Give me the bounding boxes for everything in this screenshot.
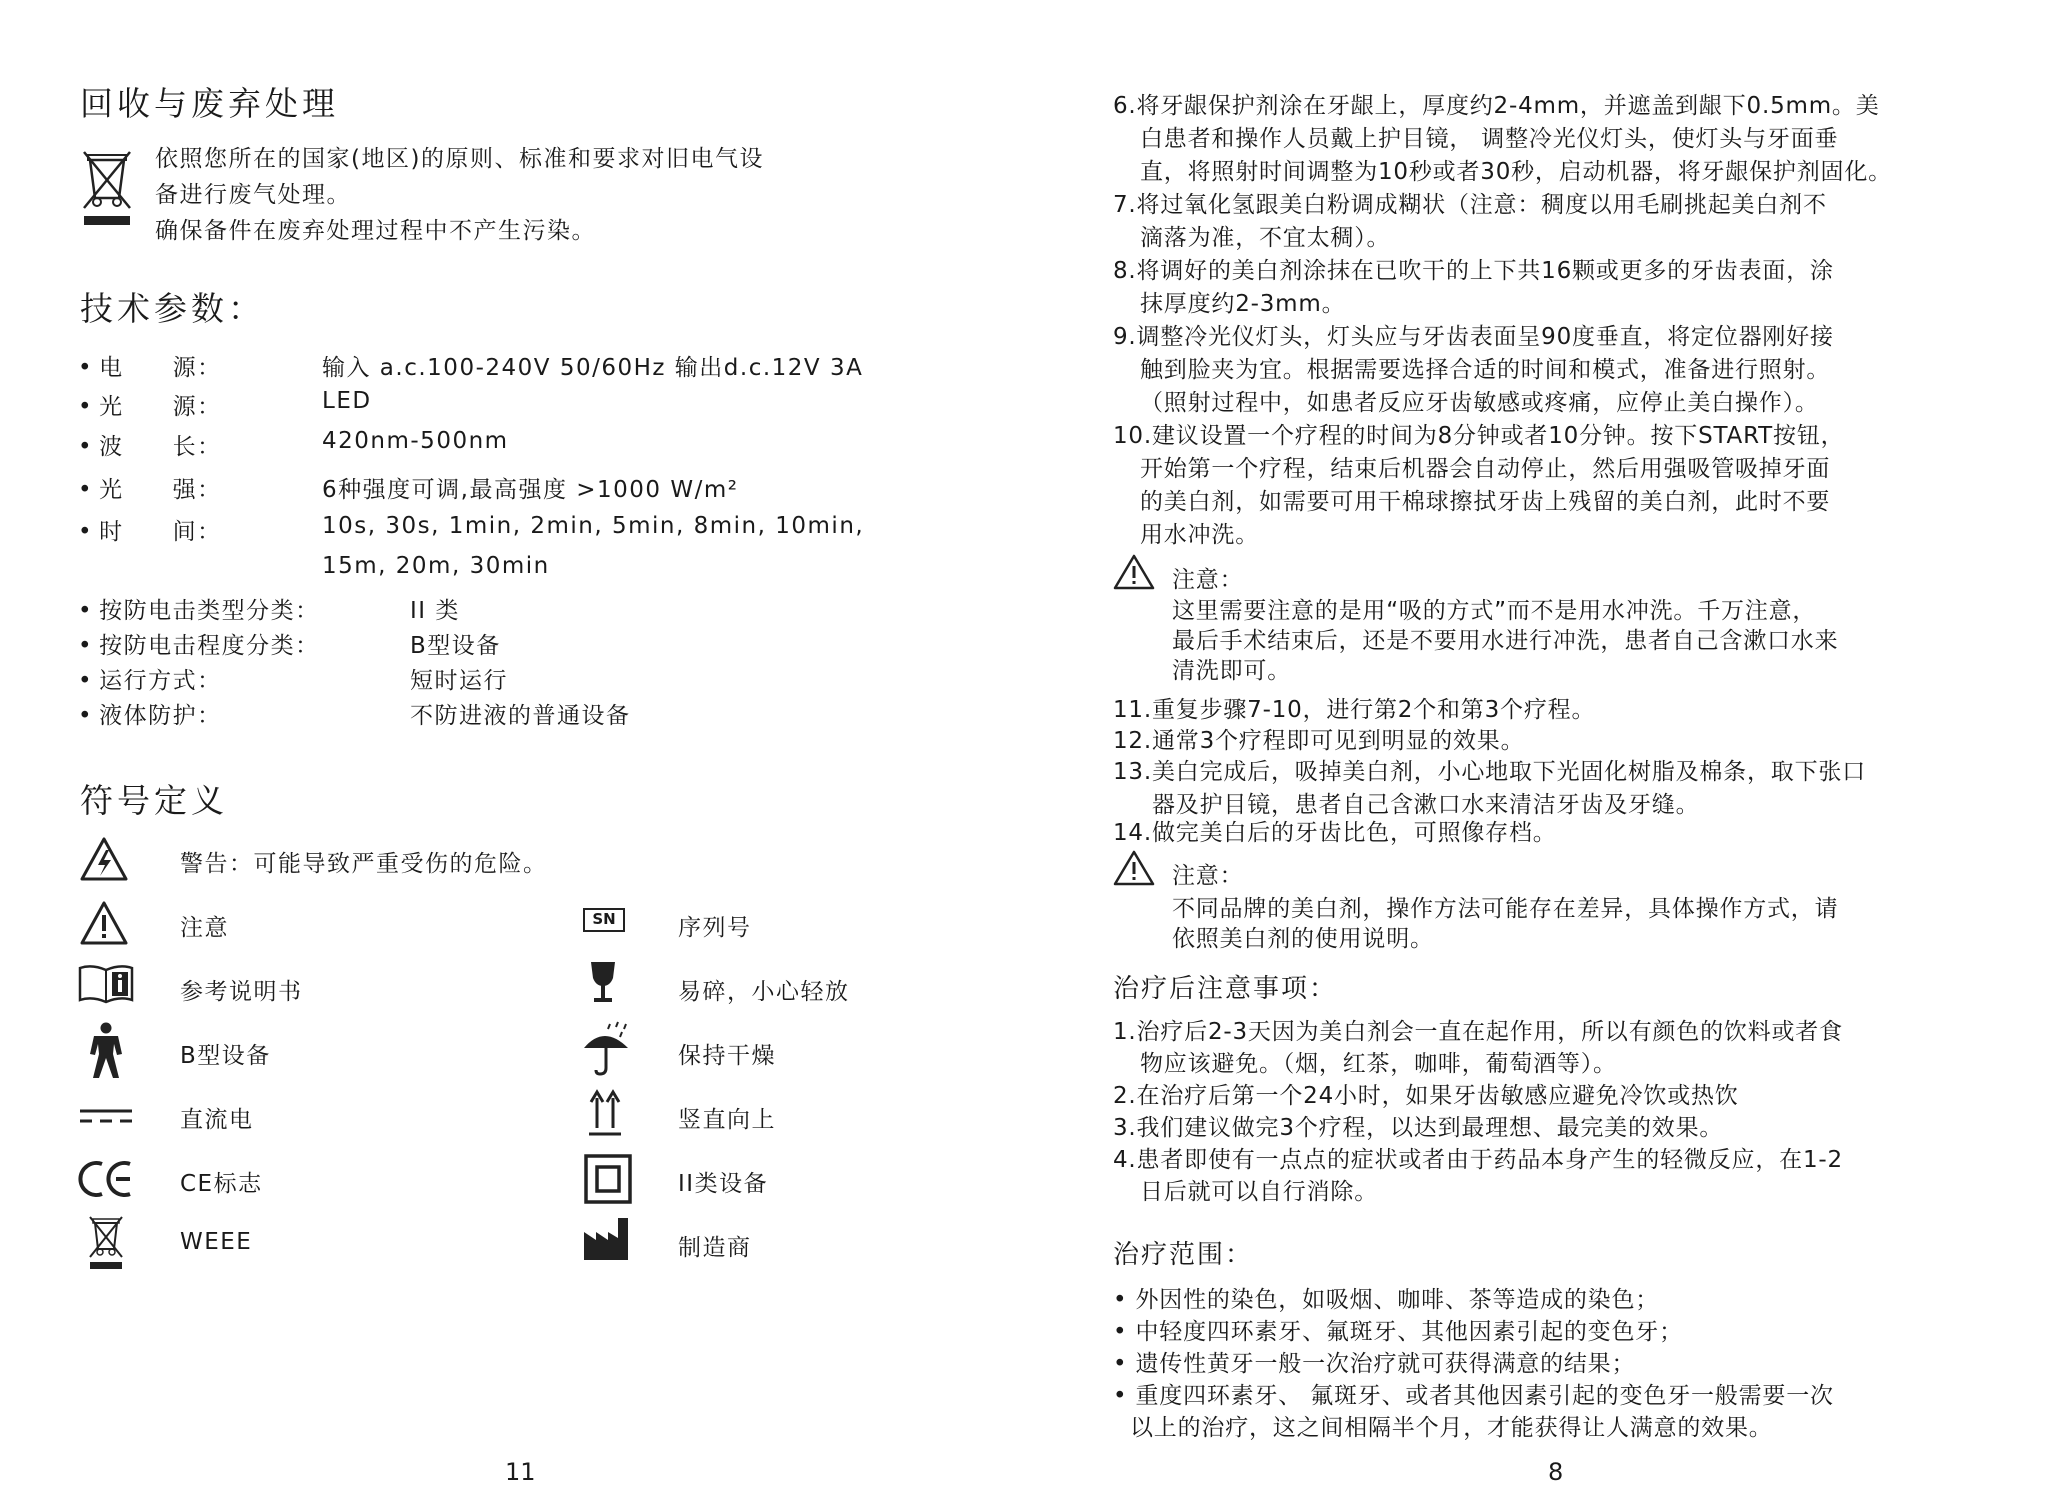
note-2-line-1: 不同品牌的美白剂，操作方法可能存在差异，具体操作方式，请 — [1172, 896, 1839, 922]
page-number-left: 11 — [505, 1458, 536, 1486]
step-6-line-2: 白患者和操作人员戴上护目镜， 调整冷光仪灯头，使灯头与牙面垂 — [1140, 126, 1839, 152]
class-value-liquid: 不防进液的普通设备 — [410, 703, 631, 729]
after-line-1: 1.治疗后2-3天因为美白剂会一直在起作用，所以有颜色的饮料或者食 — [1113, 1019, 1843, 1045]
note-2-title: 注意： — [1172, 863, 1244, 889]
step-10-line-4: 用水冲洗。 — [1140, 522, 1259, 548]
recycle-line-3: 确保备件在废弃处理过程中不产生污染。 — [155, 218, 596, 244]
page-number-right: 8 — [1548, 1458, 1564, 1486]
caution-note-2-icon — [1113, 850, 1155, 886]
step-10-line-3: 的美白剂，如需要可用干棉球擦拭牙齿上残留的美白剂，此时不要 — [1140, 489, 1831, 515]
param-value-time-2: 15m, 20m, 30min — [322, 553, 550, 579]
param-value-power: 输入 a.c.100-240V 50/60Hz 输出d.c.12V 3A — [322, 355, 864, 381]
ce-mark-icon — [80, 1160, 134, 1198]
step-6-line-1: 6.将牙龈保护剂涂在牙龈上，厚度约2-4mm，并遮盖到龈下0.5mm。美 — [1113, 93, 1880, 119]
step-6-line-3: 直，将照射时间调整为10秒或者30秒，启动机器，将牙龈保护剂固化。 — [1140, 159, 1892, 185]
symbol-caution-label: 注意 — [180, 915, 229, 941]
after-line-2: 物应该避免。（烟，红茶，咖啡，葡萄酒等）。 — [1140, 1051, 1617, 1077]
param-value-time: 10s, 30s, 1min, 2min, 5min, 8min, 10min, — [322, 513, 865, 539]
tech-title: 技术参数： — [80, 289, 265, 328]
symbol-typeb-label: B型设备 — [180, 1043, 271, 1069]
symbol-manual-label: 参考说明书 — [180, 979, 303, 1005]
scope-line-5: 以上的治疗，这之间相隔半个月，才能获得让人满意的效果。 — [1130, 1415, 1773, 1441]
scope-line-4: • 重度四环素牙、 氟斑牙、或者其他因素引起的变色牙一般需要一次 — [1113, 1383, 1834, 1409]
after-line-3: 2.在治疗后第一个24小时，如果牙齿敏感应避免冷饮或热饮 — [1113, 1083, 1739, 1109]
manufacturer-factory-icon — [582, 1214, 632, 1262]
serial-number-icon: SN — [583, 908, 625, 932]
param-value-intensity: 6种强度可调,最高强度 >1000 W/m² — [322, 477, 739, 503]
step-9-line-2: 触到脸夹为宜。根据需要选择合适的时间和模式，准备进行照射。 — [1140, 357, 1831, 383]
symbol-ce-label: CE标志 — [180, 1171, 263, 1197]
direct-current-icon — [78, 1108, 134, 1124]
recycle-line-2: 备进行废气处理。 — [155, 182, 351, 208]
class-label-shock-degree: • 按防电击程度分类： — [78, 627, 320, 660]
class-value-shock-type: II 类 — [410, 598, 460, 624]
type-b-body-icon — [86, 1022, 126, 1080]
step-8-line-1: 8.将调好的美白剂涂抹在已吹干的上下共16颗或更多的牙齿表面，涂 — [1113, 258, 1834, 284]
param-label-light-source: • 光 源： — [78, 388, 222, 421]
fragile-glass-icon — [588, 960, 618, 1006]
note-1-line-1: 这里需要注意的是用“吸的方式”而不是用水冲洗。千万注意， — [1172, 598, 1817, 624]
symbol-dc-label: 直流电 — [180, 1107, 254, 1133]
class-value-operation: 短时运行 — [410, 668, 508, 694]
step-10-line-2: 开始第一个疗程，结束后机器会自动停止，然后用强吸管吸掉牙面 — [1140, 456, 1831, 482]
step-7-line-1: 7.将过氧化氢跟美白粉调成糊状（注意：稠度以用毛刷挑起美白剂不 — [1113, 192, 1827, 218]
this-way-up-icon — [588, 1090, 624, 1138]
class-label-shock-type: • 按防电击类型分类： — [78, 592, 320, 625]
symbol-warning-text: 警告：可能导致严重受伤的危险。 — [180, 851, 548, 877]
step-7-line-2: 滴落为准，不宜太稠）。 — [1140, 225, 1391, 251]
treatment-scope-title: 治疗范围： — [1113, 1240, 1254, 1270]
param-value-light-source: LED — [322, 388, 372, 414]
step-9-line-3: （照射过程中，如患者反应牙齿敏感或疼痛，应停止美白操作）。 — [1140, 390, 1819, 416]
symbol-class2-label: II类设备 — [678, 1171, 769, 1197]
symbol-fragile-label: 易碎，小心轻放 — [678, 979, 850, 1005]
weee-bin-icon — [82, 150, 132, 228]
after-treatment-title: 治疗后注意事项： — [1113, 974, 1338, 1004]
after-line-5: 4.患者即使有一点点的症状或者由于药品本身产生的轻微反应，在1-2 — [1113, 1147, 1843, 1173]
caution-note-1-icon — [1113, 554, 1155, 590]
step-10-line-1: 10.建议设置一个疗程的时间为8分钟或者10分钟。按下START按钮， — [1113, 423, 1845, 449]
instruction-manual-icon — [78, 964, 134, 1004]
symbols-title: 符号定义 — [80, 781, 228, 820]
symbol-manufacturer-label: 制造商 — [678, 1235, 752, 1261]
symbol-weee-label: WEEE — [180, 1229, 253, 1255]
step-12: 12.通常3个疗程即可见到明显的效果。 — [1113, 728, 1525, 754]
step-8-line-2: 抹厚度约2-3mm。 — [1140, 291, 1346, 317]
symbol-thiswayup-label: 竖直向上 — [678, 1107, 776, 1133]
scope-line-3: • 遗传性黄牙一般一次治疗就可获得满意的结果； — [1113, 1351, 1636, 1377]
caution-icon — [80, 900, 128, 946]
step-9-line-1: 9.调整冷光仪灯头，灯头应与牙齿表面呈90度垂直，将定位器刚好接 — [1113, 324, 1834, 350]
class-label-operation: • 运行方式： — [78, 662, 222, 695]
after-line-6: 日后就可以自行消除。 — [1140, 1179, 1378, 1205]
step-14: 14.做完美白后的牙齿比色，可照像存档。 — [1113, 820, 1557, 846]
step-13-line-1: 13.美白完成后，吸掉美白剂，小心地取下光固化树脂及棉条，取下张口 — [1113, 759, 1866, 785]
param-value-wavelength: 420nm-500nm — [322, 428, 509, 454]
keep-dry-umbrella-icon — [580, 1020, 632, 1078]
scope-line-1: • 外因性的染色，如吸烟、咖啡、茶等造成的染色； — [1113, 1287, 1660, 1313]
param-label-intensity: • 光 强： — [78, 471, 222, 504]
recycle-line-1: 依照您所在的国家(地区)的原则、标准和要求对旧电气设 — [155, 146, 764, 172]
scope-line-2: • 中轻度四环素牙、氟斑牙、其他因素引起的变色牙； — [1113, 1319, 1683, 1345]
class-ii-equipment-icon — [584, 1154, 632, 1204]
note-2-line-2: 依照美白剂的使用说明。 — [1172, 926, 1434, 952]
step-11: 11.重复步骤7-10，进行第2个和第3个疗程。 — [1113, 697, 1596, 723]
symbol-keepdry-label: 保持干燥 — [678, 1043, 776, 1069]
param-label-time: • 时 间： — [78, 513, 222, 546]
recycle-title: 回收与废弃处理 — [80, 84, 339, 123]
note-1-title: 注意： — [1172, 567, 1244, 593]
step-13-line-2: 器及护目镜，患者自己含漱口水来清洁牙齿及牙缝。 — [1152, 792, 1700, 818]
param-label-power: • 电 源： — [78, 349, 222, 382]
symbol-serial-label: 序列号 — [678, 915, 752, 941]
electric-warning-icon — [80, 836, 128, 882]
note-1-line-2: 最后手术结束后，还是不要用水进行冲洗，患者自己含漱口水来 — [1172, 628, 1839, 654]
after-line-4: 3.我们建议做完3个疗程，以达到最理想、最完美的效果。 — [1113, 1115, 1724, 1141]
note-1-line-3: 清洗即可。 — [1172, 658, 1291, 684]
param-label-wavelength: • 波 长： — [78, 428, 222, 461]
weee-small-icon — [88, 1215, 124, 1271]
class-value-shock-degree: B型设备 — [410, 633, 501, 659]
class-label-liquid: • 液体防护： — [78, 697, 222, 730]
